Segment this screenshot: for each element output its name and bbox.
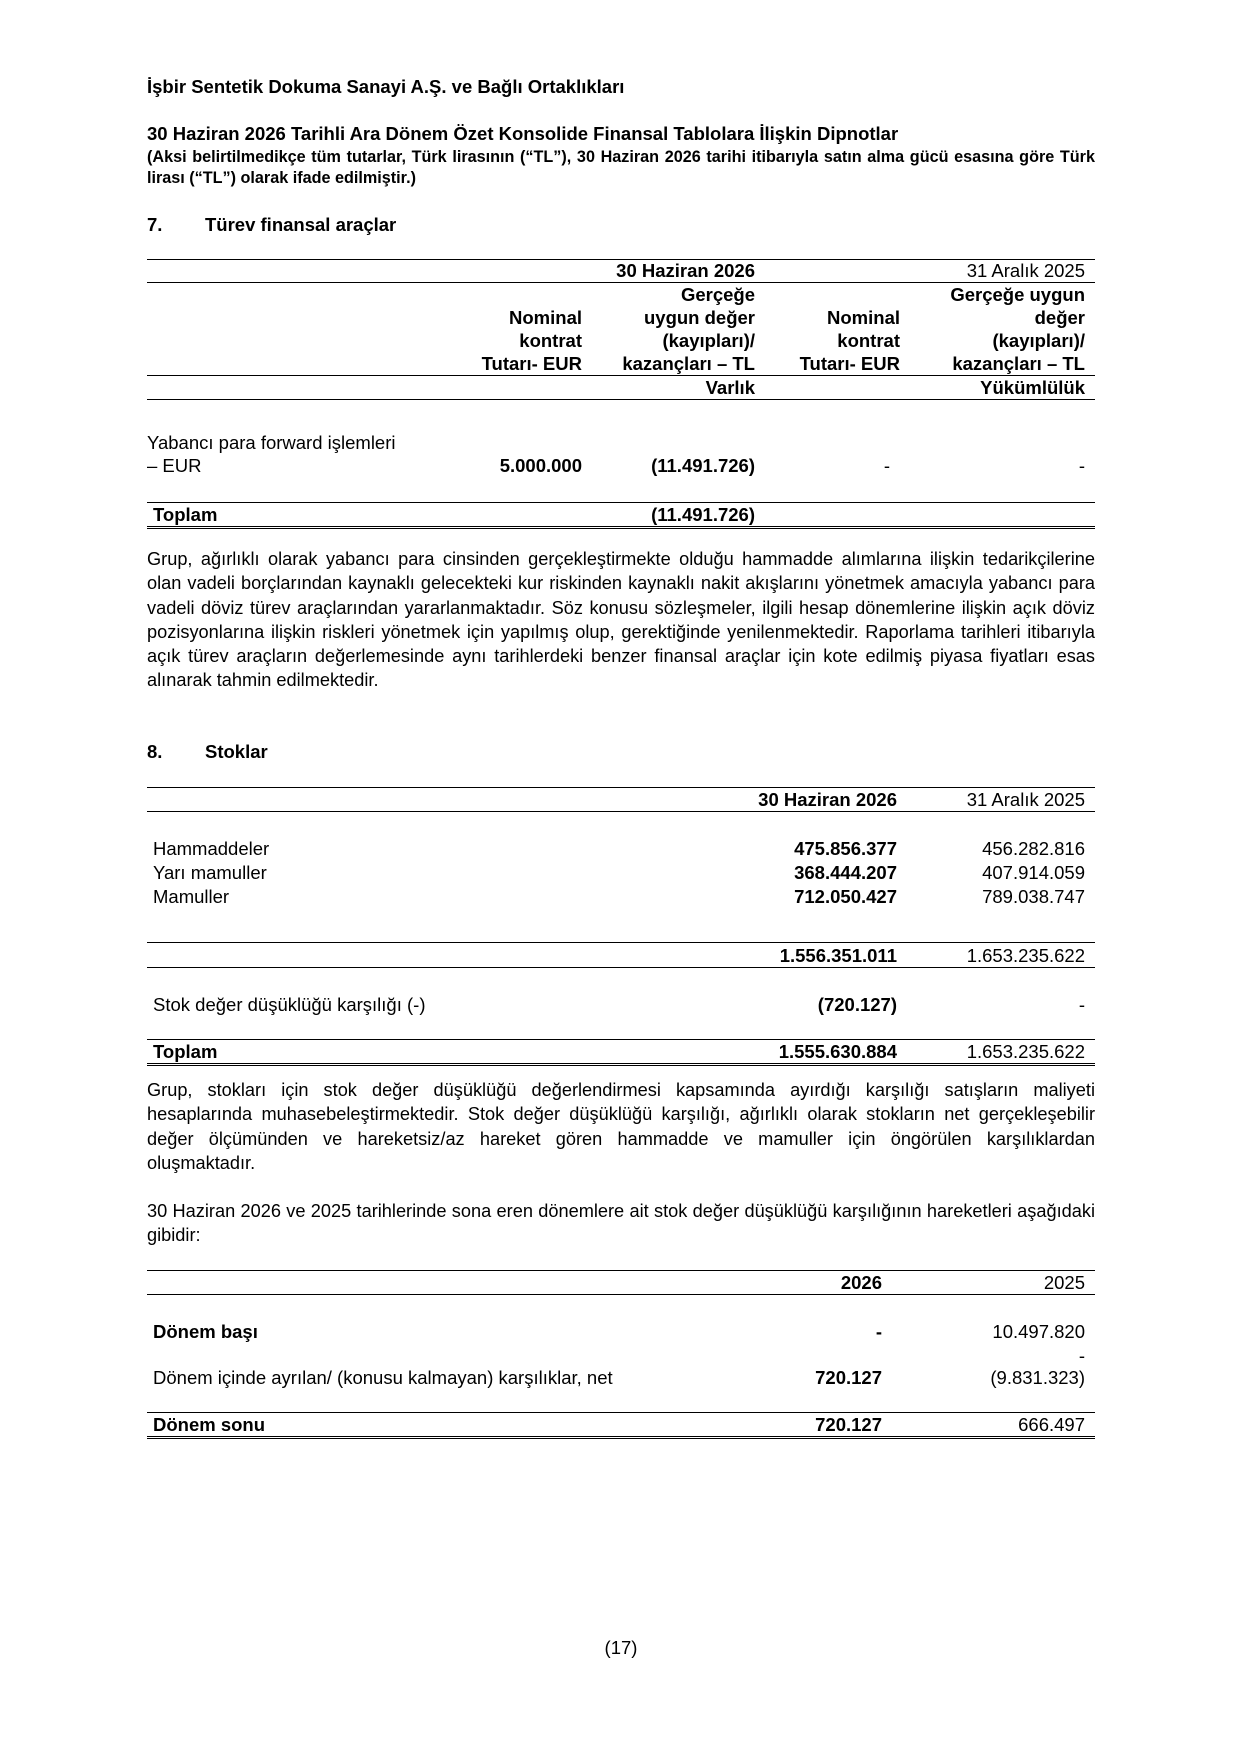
- inventory-row-current: 475.856.377: [794, 837, 897, 859]
- inventory-row-label: Mamuller: [153, 885, 230, 907]
- derivatives-col3-header: Nominal kontrat Tutarı- EUR: [799, 307, 900, 374]
- inventory-total-label: Toplam: [147, 1040, 747, 1065]
- movement-closing-current: 720.127: [747, 1413, 882, 1438]
- table-row: [147, 1319, 1095, 1343]
- derivatives-row-value-2: (11.491.726): [651, 454, 755, 476]
- section-7-number: 7.: [147, 214, 163, 235]
- inventory-period-prior: 31 Aralık 2025: [897, 788, 1095, 812]
- section-8-title: Stoklar: [205, 741, 268, 762]
- section-7-title: Türev finansal araçlar: [205, 214, 397, 235]
- inventory-total-prior: 1.653.235.622: [897, 1040, 1095, 1065]
- movement-change-label: Dönem içinde ayrılan/ (konusu kalmayan) karşılıklar, net: [153, 1366, 613, 1388]
- derivatives-total-label: Toplam: [147, 503, 437, 528]
- inventory-paragraph-1: Grup, stokları için stok değer düşüklüğü değerlendirmesi kapsamında ayırdığı karşılığı satışların maliyeti hesaplarında muhasebeleştirmektedir. Stok değer düşüklüğü karşılığı, ağırlıklı olarak stokların net gerçekleşebilir değer ölçümünden ve hareketsiz/az hareket gören hammadde ve mamuller için öngörülen karşılıklardan oluşmaktadır.: [147, 1080, 1095, 1173]
- inventory-row-prior: 456.282.816: [982, 837, 1085, 859]
- document-page: [147, 0, 1095, 1755]
- inventory-paragraph-2: 30 Haziran 2026 ve 2025 tarihlerinde sona eren dönemlere ait stok değer düşüklüğü karşılığının hareketleri aşağıdaki gibidir:: [147, 1201, 1095, 1246]
- inventory-row-prior: 407.914.059: [982, 861, 1085, 883]
- movement-opening-label: Dönem başı: [153, 1320, 258, 1342]
- derivatives-period-current: 30 Haziran 2026: [582, 260, 755, 283]
- movement-year-current: 2026: [747, 1271, 882, 1295]
- table-row: [147, 1413, 1095, 1438]
- table-row: [147, 503, 1095, 528]
- inventory-table: [147, 787, 1095, 1066]
- company-name: İşbir Sentetik Dokuma Sanayi A.Ş. ve Bağlı Ortaklıkları: [147, 76, 625, 97]
- table-row: [147, 884, 1095, 908]
- table-row: [147, 943, 1095, 968]
- inventory-period-current: 30 Haziran 2026: [747, 788, 897, 812]
- document-note: (Aksi belirtilmedikçe tüm tutarlar, Türk lirasının (“TL”), 30 Haziran 2026 tarihi itibarıyla satın alma gücü esasına göre Türk lirası (“TL”) olarak ifade edilmiştir.): [147, 148, 1095, 187]
- movement-change-current: 720.127: [815, 1366, 882, 1388]
- movement-change-prior: - (9.831.323): [990, 1344, 1085, 1388]
- inventory-subtotal-current: 1.556.351.011: [747, 943, 897, 968]
- derivatives-period-prior: 31 Aralık 2025: [900, 260, 1095, 283]
- derivatives-col4-sub: Yükümlülük: [900, 376, 1095, 400]
- table-row: [147, 992, 1095, 1016]
- page-number: (17): [604, 1637, 638, 1658]
- derivatives-row-value-4: -: [1078, 454, 1085, 476]
- derivatives-col2-header: Gerçeğe uygun değer (kayıpları)/ kazançları – TL: [622, 284, 755, 374]
- derivatives-row-value-1: 5.000.000: [499, 454, 582, 476]
- inventory-impairment-prior: -: [1078, 993, 1085, 1015]
- section-8-number: 8.: [147, 741, 163, 762]
- table-row: [147, 836, 1095, 860]
- table-row: [147, 860, 1095, 884]
- derivatives-col2-sub: Varlık: [582, 376, 755, 400]
- table-row: [147, 1040, 1095, 1065]
- derivatives-row-value-3: -: [883, 454, 890, 476]
- inventory-impairment-label: Stok değer düşüklüğü karşılığı (-): [153, 993, 426, 1015]
- table-row: [147, 400, 1095, 477]
- movement-closing-label: Dönem sonu: [147, 1413, 747, 1438]
- derivatives-table: [147, 259, 1095, 529]
- movement-year-prior: 2025: [882, 1271, 1095, 1295]
- derivatives-total-value: (11.491.726): [582, 503, 755, 528]
- movement-opening-prior: 10.497.820: [992, 1320, 1085, 1342]
- impairment-movement-table: [147, 1270, 1095, 1439]
- document-title: 30 Haziran 2026 Tarihli Ara Dönem Özet Konsolide Finansal Tablolara İlişkin Dipnotlar: [147, 123, 899, 144]
- inventory-subtotal-prior: 1.653.235.622: [897, 943, 1095, 968]
- inventory-row-label: Yarı mamuller: [153, 861, 267, 883]
- inventory-row-current: 712.050.427: [794, 885, 897, 907]
- derivatives-col1-header: Nominal kontrat Tutarı- EUR: [481, 307, 582, 374]
- inventory-impairment-current: (720.127): [817, 993, 897, 1015]
- derivatives-col4-header: Gerçeğe uygun değer (kayıpları)/ kazançları – TL: [950, 284, 1085, 374]
- table-row: [147, 1343, 1095, 1389]
- inventory-row-prior: 789.038.747: [982, 885, 1085, 907]
- derivatives-row-label: Yabancı para forward işlemleri – EUR: [147, 431, 396, 476]
- section-8-heading: [147, 741, 268, 763]
- inventory-row-label: Hammaddeler: [153, 837, 270, 859]
- derivatives-paragraph: Grup, ağırlıklı olarak yabancı para cinsinden gerçekleştirmekte olduğu hammadde alımlarına ilişkin tedarikçilerine olan vadeli borçlarından kaynaklı gelecekteki kur riskinden kaynaklı nakit akışlarını yönetmek amacıyla yabancı para vadeli döviz türev araçlarından yararlanmaktadır. Söz konusu sözleşmeler, ilgili hesap dönemlerine ilişkin açık döviz pozisyonlarına ilişkin riskleri yönetmek için yapılmış olup, gerektiğinde yenilenmektedir. Raporlama tarihleri itibarıyla açık türev araçların değerlemesinde aynı tarihlerdeki benzer finansal araçlar için kote edilmiş piyasa fiyatları esas alınarak tahmin edilmektedir.: [147, 549, 1095, 691]
- section-7-heading: [147, 214, 396, 236]
- inventory-total-current: 1.555.630.884: [747, 1040, 897, 1065]
- movement-opening-current: -: [875, 1320, 882, 1342]
- movement-closing-prior: 666.497: [882, 1413, 1095, 1438]
- inventory-row-current: 368.444.207: [794, 861, 897, 883]
